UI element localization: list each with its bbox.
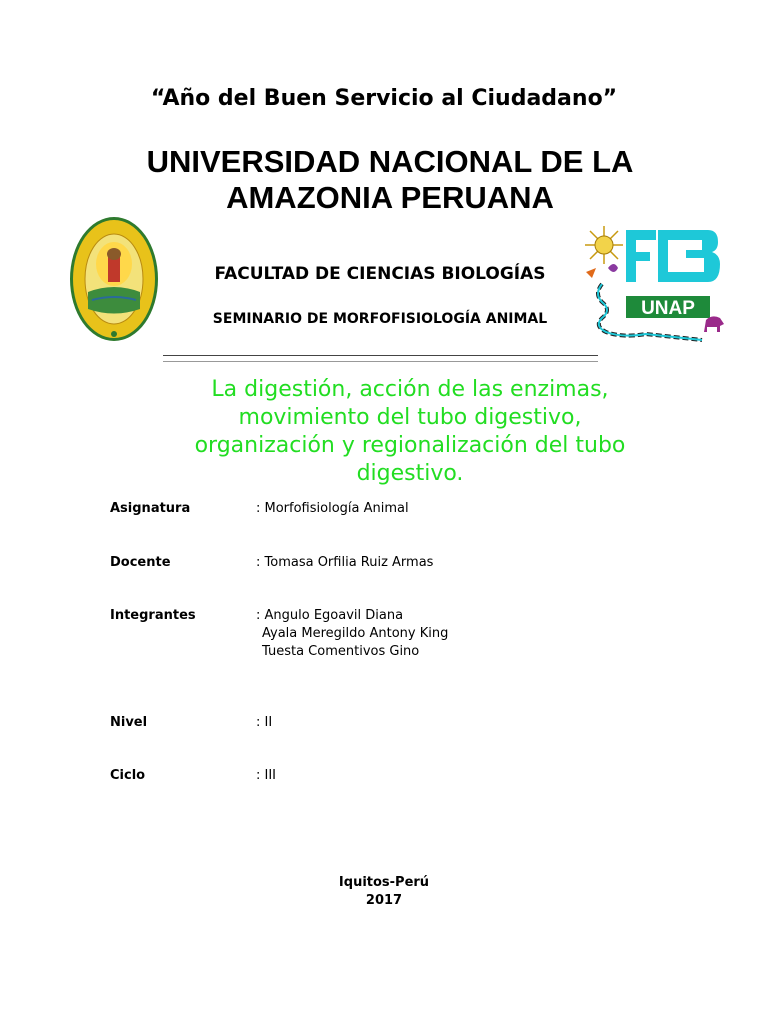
topic-line: movimiento del tubo digestivo, xyxy=(238,405,582,430)
motto: “Año del Buen Servicio al Ciudadano” xyxy=(150,86,618,111)
fcb-unap-logo-icon xyxy=(582,224,727,350)
unap-label: UNAP xyxy=(641,298,695,319)
docente-label: Docente xyxy=(110,555,171,570)
divider-line xyxy=(163,361,598,362)
ciclo-label: Ciclo xyxy=(110,768,146,783)
ciclo-value: : III xyxy=(256,768,277,783)
member-item: Ayala Meregildo Antony King xyxy=(262,626,449,641)
member-item: : Angulo Egoavil Diana xyxy=(256,608,404,623)
university-title xyxy=(100,144,680,216)
university-title-line1: UNIVERSIDAD NACIONAL DE LA xyxy=(146,144,634,179)
seminar-title: SEMINARIO DE MORFOFISIOLOGÍA ANIMAL xyxy=(212,311,548,327)
topic-line: La digestión, acción de las enzimas, xyxy=(211,377,609,402)
footer-year: 2017 xyxy=(365,893,403,908)
nivel-label: Nivel xyxy=(110,715,148,730)
docente-value: : Tomasa Orfilia Ruiz Armas xyxy=(256,555,434,570)
asignatura-label: Asignatura xyxy=(110,501,191,516)
divider-line xyxy=(163,355,598,356)
footer-place: Iquitos-Perú xyxy=(338,875,430,890)
integrantes-label: Integrantes xyxy=(110,608,196,623)
topic-title xyxy=(140,376,680,488)
asignatura-value: : Morfofisiología Animal xyxy=(256,501,409,516)
nivel-value: : II xyxy=(256,715,273,730)
topic-line: digestivo. xyxy=(356,461,464,486)
topic-line: organización y regionalización del tubo xyxy=(194,433,626,458)
member-item: Tuesta Comentivos Gino xyxy=(262,644,420,659)
faculty-title: FACULTAD DE CIENCIAS BIOLOGÍAS xyxy=(214,264,546,284)
university-seal-icon xyxy=(68,214,160,344)
university-title-line2: AMAZONIA PERUANA xyxy=(226,180,554,215)
